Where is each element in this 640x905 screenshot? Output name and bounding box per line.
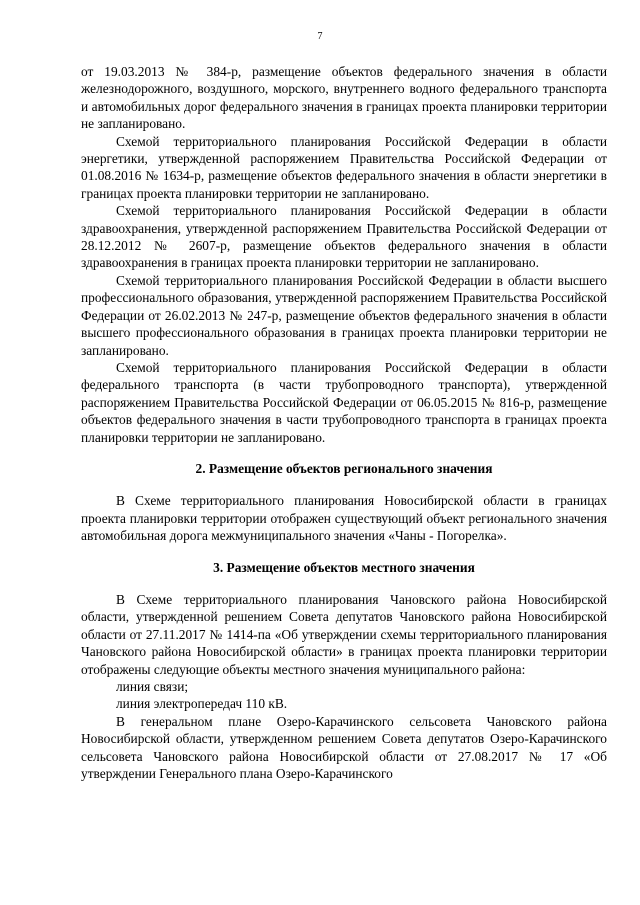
spacer [81, 446, 607, 460]
section-2-paragraph: В Схеме территориального планирования Новосибирской области в границах проекта планировки территории отображен существующий объект регионального значения автомобильная дорога межмуниципального значения «Чаны - Погорелка». [81, 493, 607, 544]
spacer [81, 477, 607, 492]
section-3-paragraph: В Схеме территориального планирования Чановского района Новосибирской области, утвержденной решением Совета депутатов Чановского района Новосибирской области от 27.11.2017 № 1414-па «Об утверждении схемы территориального планирования Чановского района Новосибирской области» в границах проекта планировки территории отображены следующие объекты местного значения муниципального района: [81, 591, 607, 677]
paragraph-pipeline-transport: Схемой территориального планирования Российской Федерации в области федерального транспорта (в части трубопроводного транспорта), утвержденной распоряжением Правительства Российской Федерации от 06.05.2015 № 816-р, размещение объектов федерального значения в части трубопроводного транспорта в границах проекта планировки территории не запланировано. [81, 359, 607, 445]
page-number: 7 [317, 31, 323, 42]
paragraph-higher-education: Схемой территориального планирования Российской Федерации в области высшего профессионального образования, утвержденной распоряжением Правительства Российской Федерации от 26.02.2013 № 247-р, размещение объектов федерального значения в области высшего профессионального образования в границах проекта планировки территории не запланировано. [81, 272, 607, 358]
spacer [81, 545, 607, 559]
section-2-heading: 2. Размещение объектов регионального значения [195, 460, 493, 476]
list-item-communication-line: линия связи; [116, 679, 189, 694]
document-body [81, 63, 607, 782]
section-3-heading: 3. Размещение объектов местного значения [213, 559, 475, 575]
paragraph-federal-transport: от 19.03.2013 № 384-р, размещение объектов федерального значения в области железнодорожного, воздушного, морского, внутреннего водного федерального транспорта и автомобильных дорог федерального значения в границах проекта планировки территории не запланировано. [81, 64, 607, 132]
spacer [81, 576, 607, 591]
section-3-paragraph-general-plan: В генеральном плане Озеро-Карачинского сельсовета Чановского района Новосибирской области, утвержденном решением Совета депутатов Озеро-Карачинского сельсовета Чановского района Новосибирской области от 27.08.2017 № 17 «Об утверждении Генерального плана Озеро-Карачинского [81, 713, 607, 782]
paragraph-energy: Схемой территориального планирования Российской Федерации в области энергетики, утвержденной распоряжением Правительства Российской Федерации от 01.08.2016 № 1634-р, размещение объектов федерального значения в области энергетики в границах проекта планировки территории не запланировано. [81, 133, 607, 201]
paragraph-healthcare: Схемой территориального планирования Российской Федерации в области здравоохранения, утвержденной распоряжением Правительства Российской Федерации от 28.12.2012 № 2607-р, размещение объектов федерального значения в области здравоохранения в границах проекта планировки территории не запланировано. [81, 203, 607, 271]
list-item-power-line: линия электропередач 110 кВ. [116, 696, 288, 712]
